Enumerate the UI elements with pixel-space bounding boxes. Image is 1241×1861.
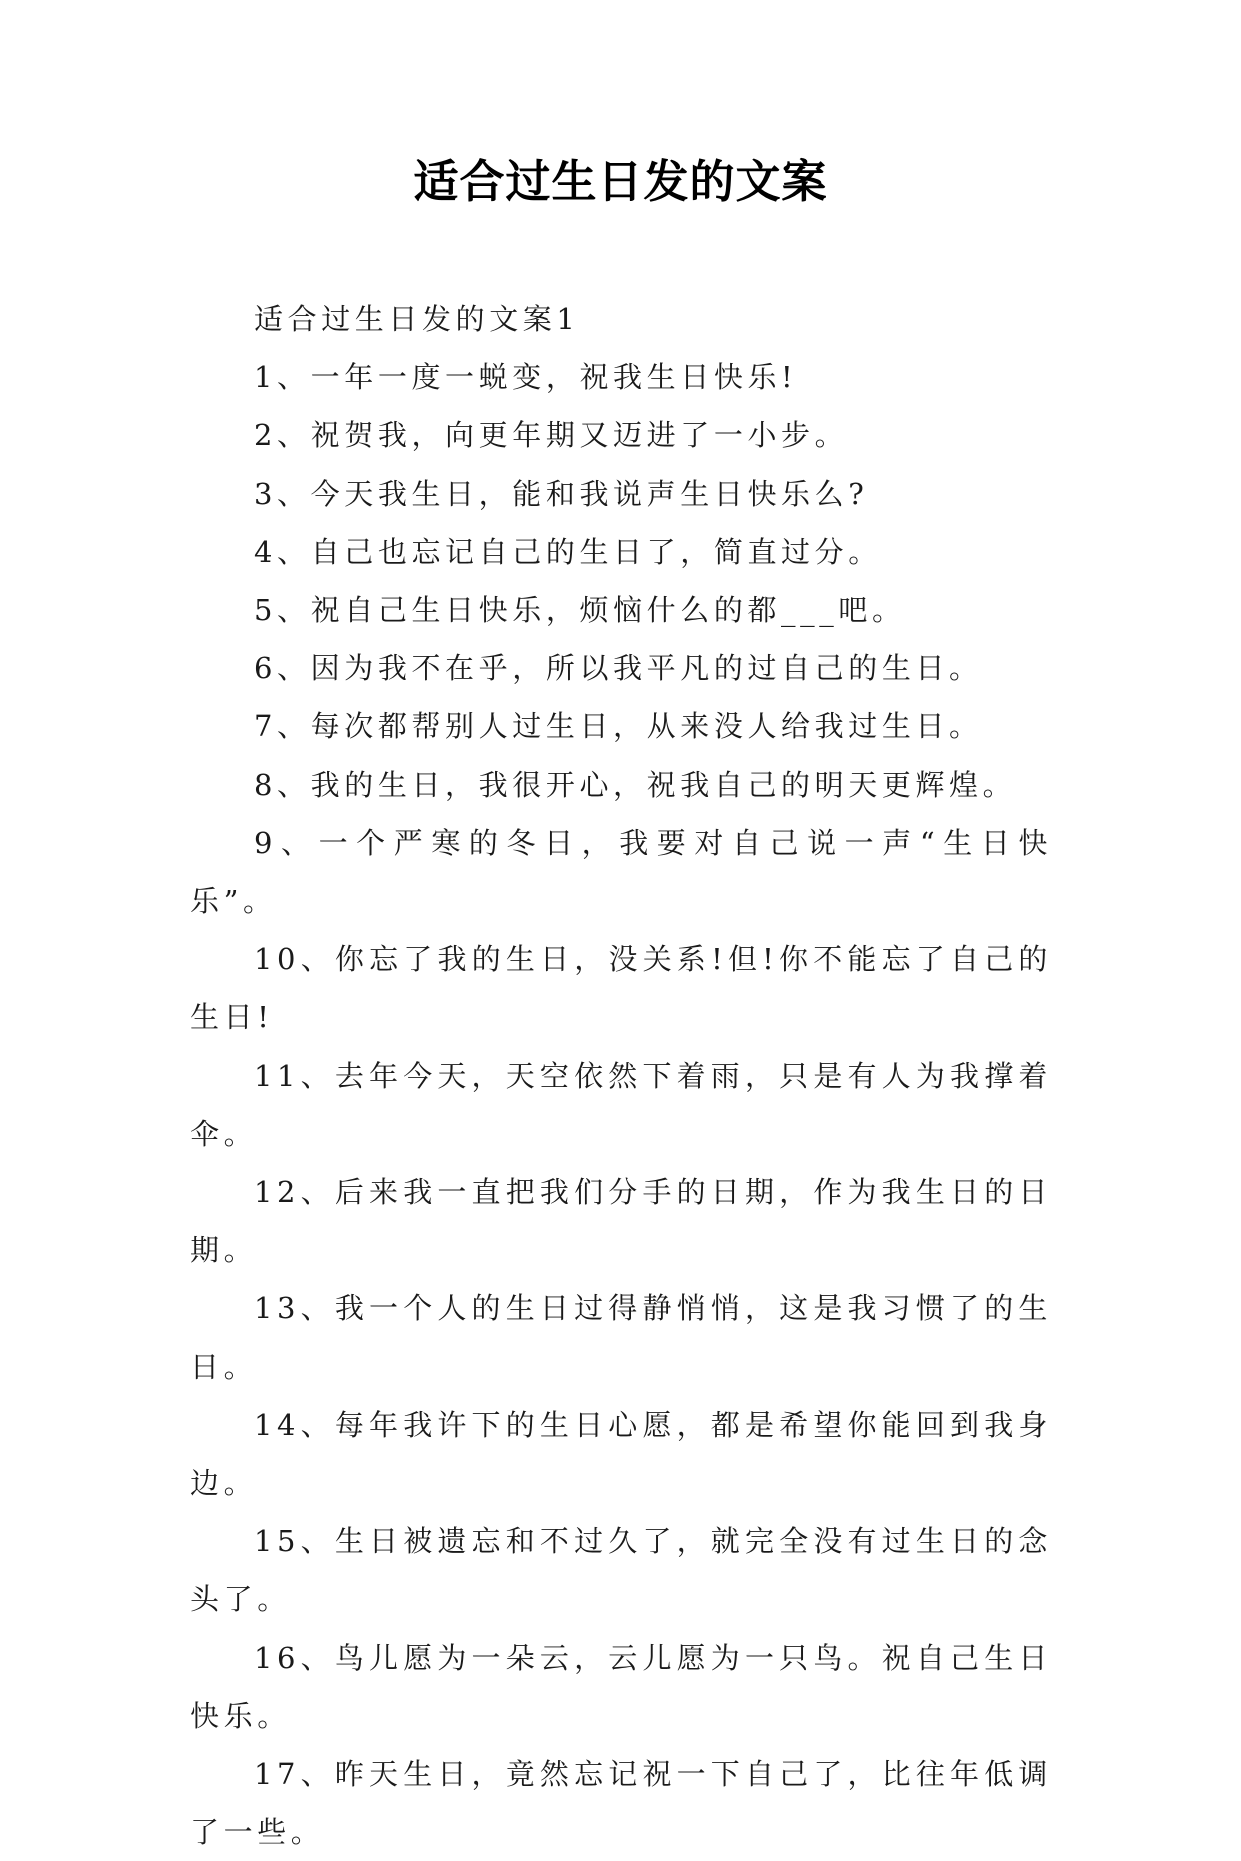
paragraph: 17、昨天生日，竟然忘记祝一下自己了，比往年低调了一些。 xyxy=(190,1757,1052,1850)
paragraph: 14、每年我许下的生日心愿，都是希望你能回到我身边。 xyxy=(190,1407,1052,1501)
paragraph: 13、我一个人的生日过得静悄悄，这是我习惯了的生日。 xyxy=(190,1291,1052,1384)
paragraph-heading: 适合过生日发的文案1 xyxy=(254,302,580,336)
paragraph: 16、鸟儿愿为一朵云，云儿愿为一只鸟。祝自己生日快乐。 xyxy=(190,1640,1052,1733)
document-body xyxy=(190,290,1052,1861)
paragraph: 7、每次都帮别人过生日，从来没人给我过生日。 xyxy=(254,709,983,744)
paragraph: 2、祝贺我，向更年期又迈进了一小步。 xyxy=(254,418,849,453)
paragraph: 1、一年一度一蜕变，祝我生日快乐! xyxy=(254,360,798,395)
paragraph: 6、因为我不在乎，所以我平凡的过自己的生日。 xyxy=(254,651,983,686)
document-title: 适合过生日发的文案 xyxy=(413,155,828,208)
paragraph: 11、去年今天，天空依然下着雨，只是有人为我撑着伞。 xyxy=(190,1058,1052,1151)
paragraph: 12、后来我一直把我们分手的日期，作为我生日的日期。 xyxy=(190,1175,1052,1268)
paragraph: 10、你忘了我的生日，没关系!但!你不能忘了自己的生日! xyxy=(190,942,1052,1035)
paragraph: 15、生日被遗忘和不过久了，就完全没有过生日的念头了。 xyxy=(190,1524,1052,1617)
paragraph: 8、我的生日，我很开心，祝我自己的明天更辉煌。 xyxy=(254,767,1017,802)
paragraph: 9、一个严寒的冬日，我要对自己说一声“生日快乐”。 xyxy=(190,825,1052,919)
paragraph: 3、今天我生日，能和我说声生日快乐么? xyxy=(254,476,869,511)
paragraph: 4、自己也忘记自己的生日了，简直过分。 xyxy=(254,534,882,569)
paragraph: 5、祝自己生日快乐，烦恼什么的都___吧。 xyxy=(254,593,906,628)
